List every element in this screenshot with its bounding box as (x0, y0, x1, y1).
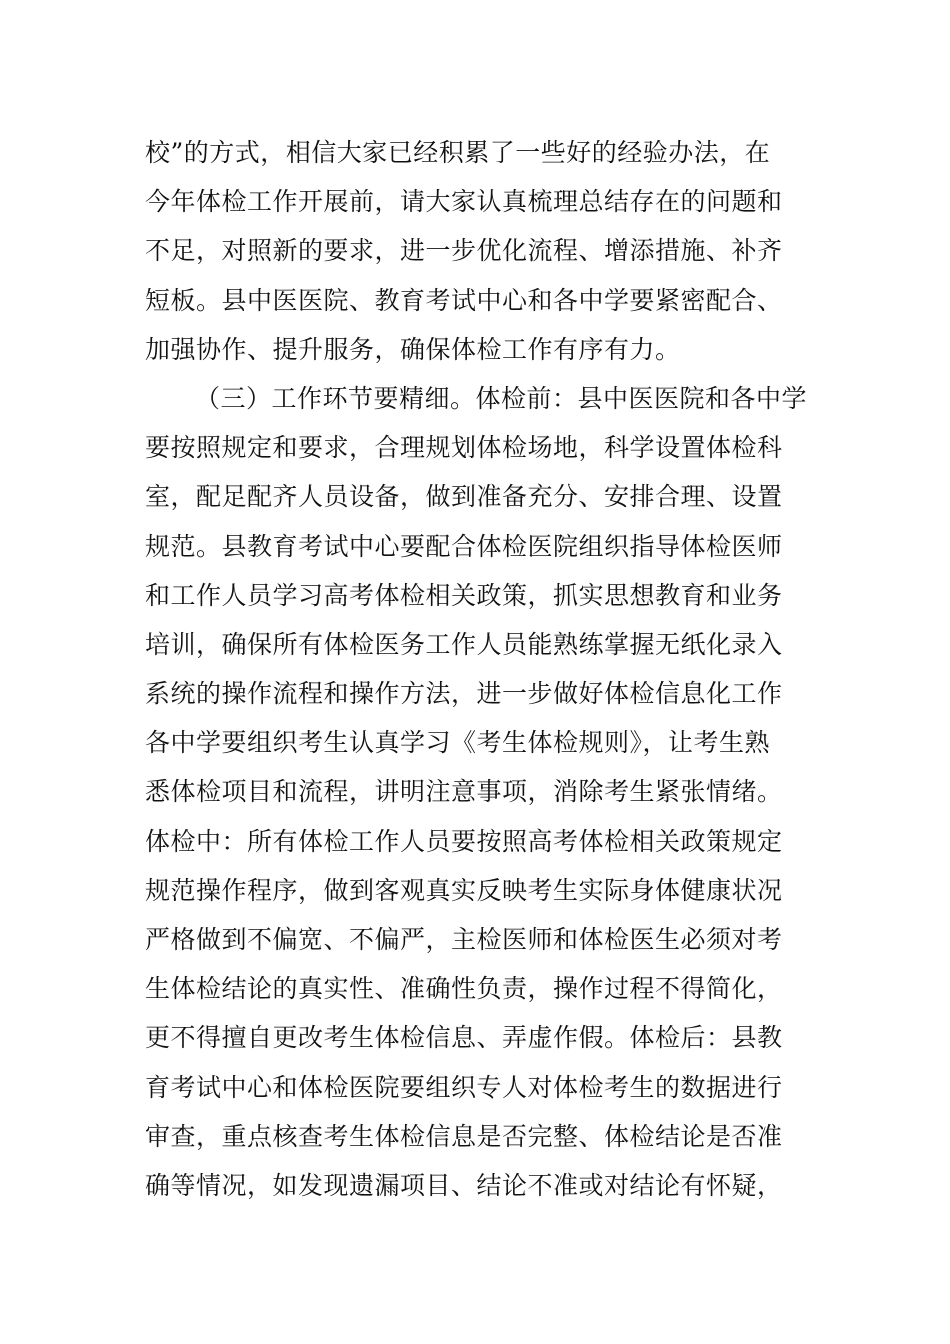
text-line: 校”的方式，相信大家已经积累了一些好的经验办法，在 (145, 138, 771, 167)
section-heading-line: （三）工作环节要精细。体检前：县中医医院和各中学 (195, 383, 808, 413)
text-line: 各中学要组织考生认真学习《考生体检规则》，让考生熟 (145, 728, 771, 758)
text-line: 室，配足配齐人员设备，做到准备充分、安排合理、设置 (145, 482, 783, 512)
text-line: 今年体检工作开展前，请大家认真梳理总结存在的问题和 (145, 187, 783, 217)
text-line: 不足，对照新的要求，进一步优化流程、增添措施、补齐 (145, 236, 783, 266)
text-line: 要按照规定和要求，合理规划体检场地，科学设置体检科 (145, 433, 783, 463)
text-line: 加强协作、提升服务，确保体检工作有序有力。 (145, 334, 681, 364)
text-line: 规范操作程序，做到客观真实反映考生实际身体健康状况 (145, 875, 783, 905)
text-line: 培训，确保所有体检医务工作人员能熟练掌握无纸化录入 (145, 629, 783, 659)
text-line: 严格做到不偏宽、不偏严，主检医师和体检医生必须对考 (145, 925, 783, 954)
text-line: 审查，重点核查考生体检信息是否完整、体检结论是否准 (145, 1121, 783, 1151)
body-text (145, 128, 810, 1210)
text-line: 悉体检项目和流程，讲明注意事项，消除考生紧张情绪。 (145, 777, 783, 807)
text-line: 和工作人员学习高考体检相关政策，抓实思想教育和业务 (145, 580, 783, 610)
text-line: 短板。县中医医院、教育考试中心和各中学要紧密配合、 (145, 285, 783, 315)
text-line: 育考试中心和体检医院要组织专人对体检考生的数据进行 (145, 1072, 783, 1102)
text-line: 体检中：所有体检工作人员要按照高考体检相关政策规定 (145, 826, 783, 856)
text-line: 更不得擅自更改考生体检信息、弄虚作假。体检后：县教 (145, 1023, 783, 1053)
text-line: 系统的操作流程和操作方法，进一步做好体检信息化工作 (145, 679, 783, 709)
text-line: 生体检结论的真实性、准确性负责，操作过程不得简化， (145, 974, 783, 1004)
text-line: 确等情况，如发现遗漏项目、结论不准或对结论有怀疑， (145, 1170, 783, 1200)
text-line: 规范。县教育考试中心要配合体检医院组织指导体检医师 (145, 531, 783, 561)
